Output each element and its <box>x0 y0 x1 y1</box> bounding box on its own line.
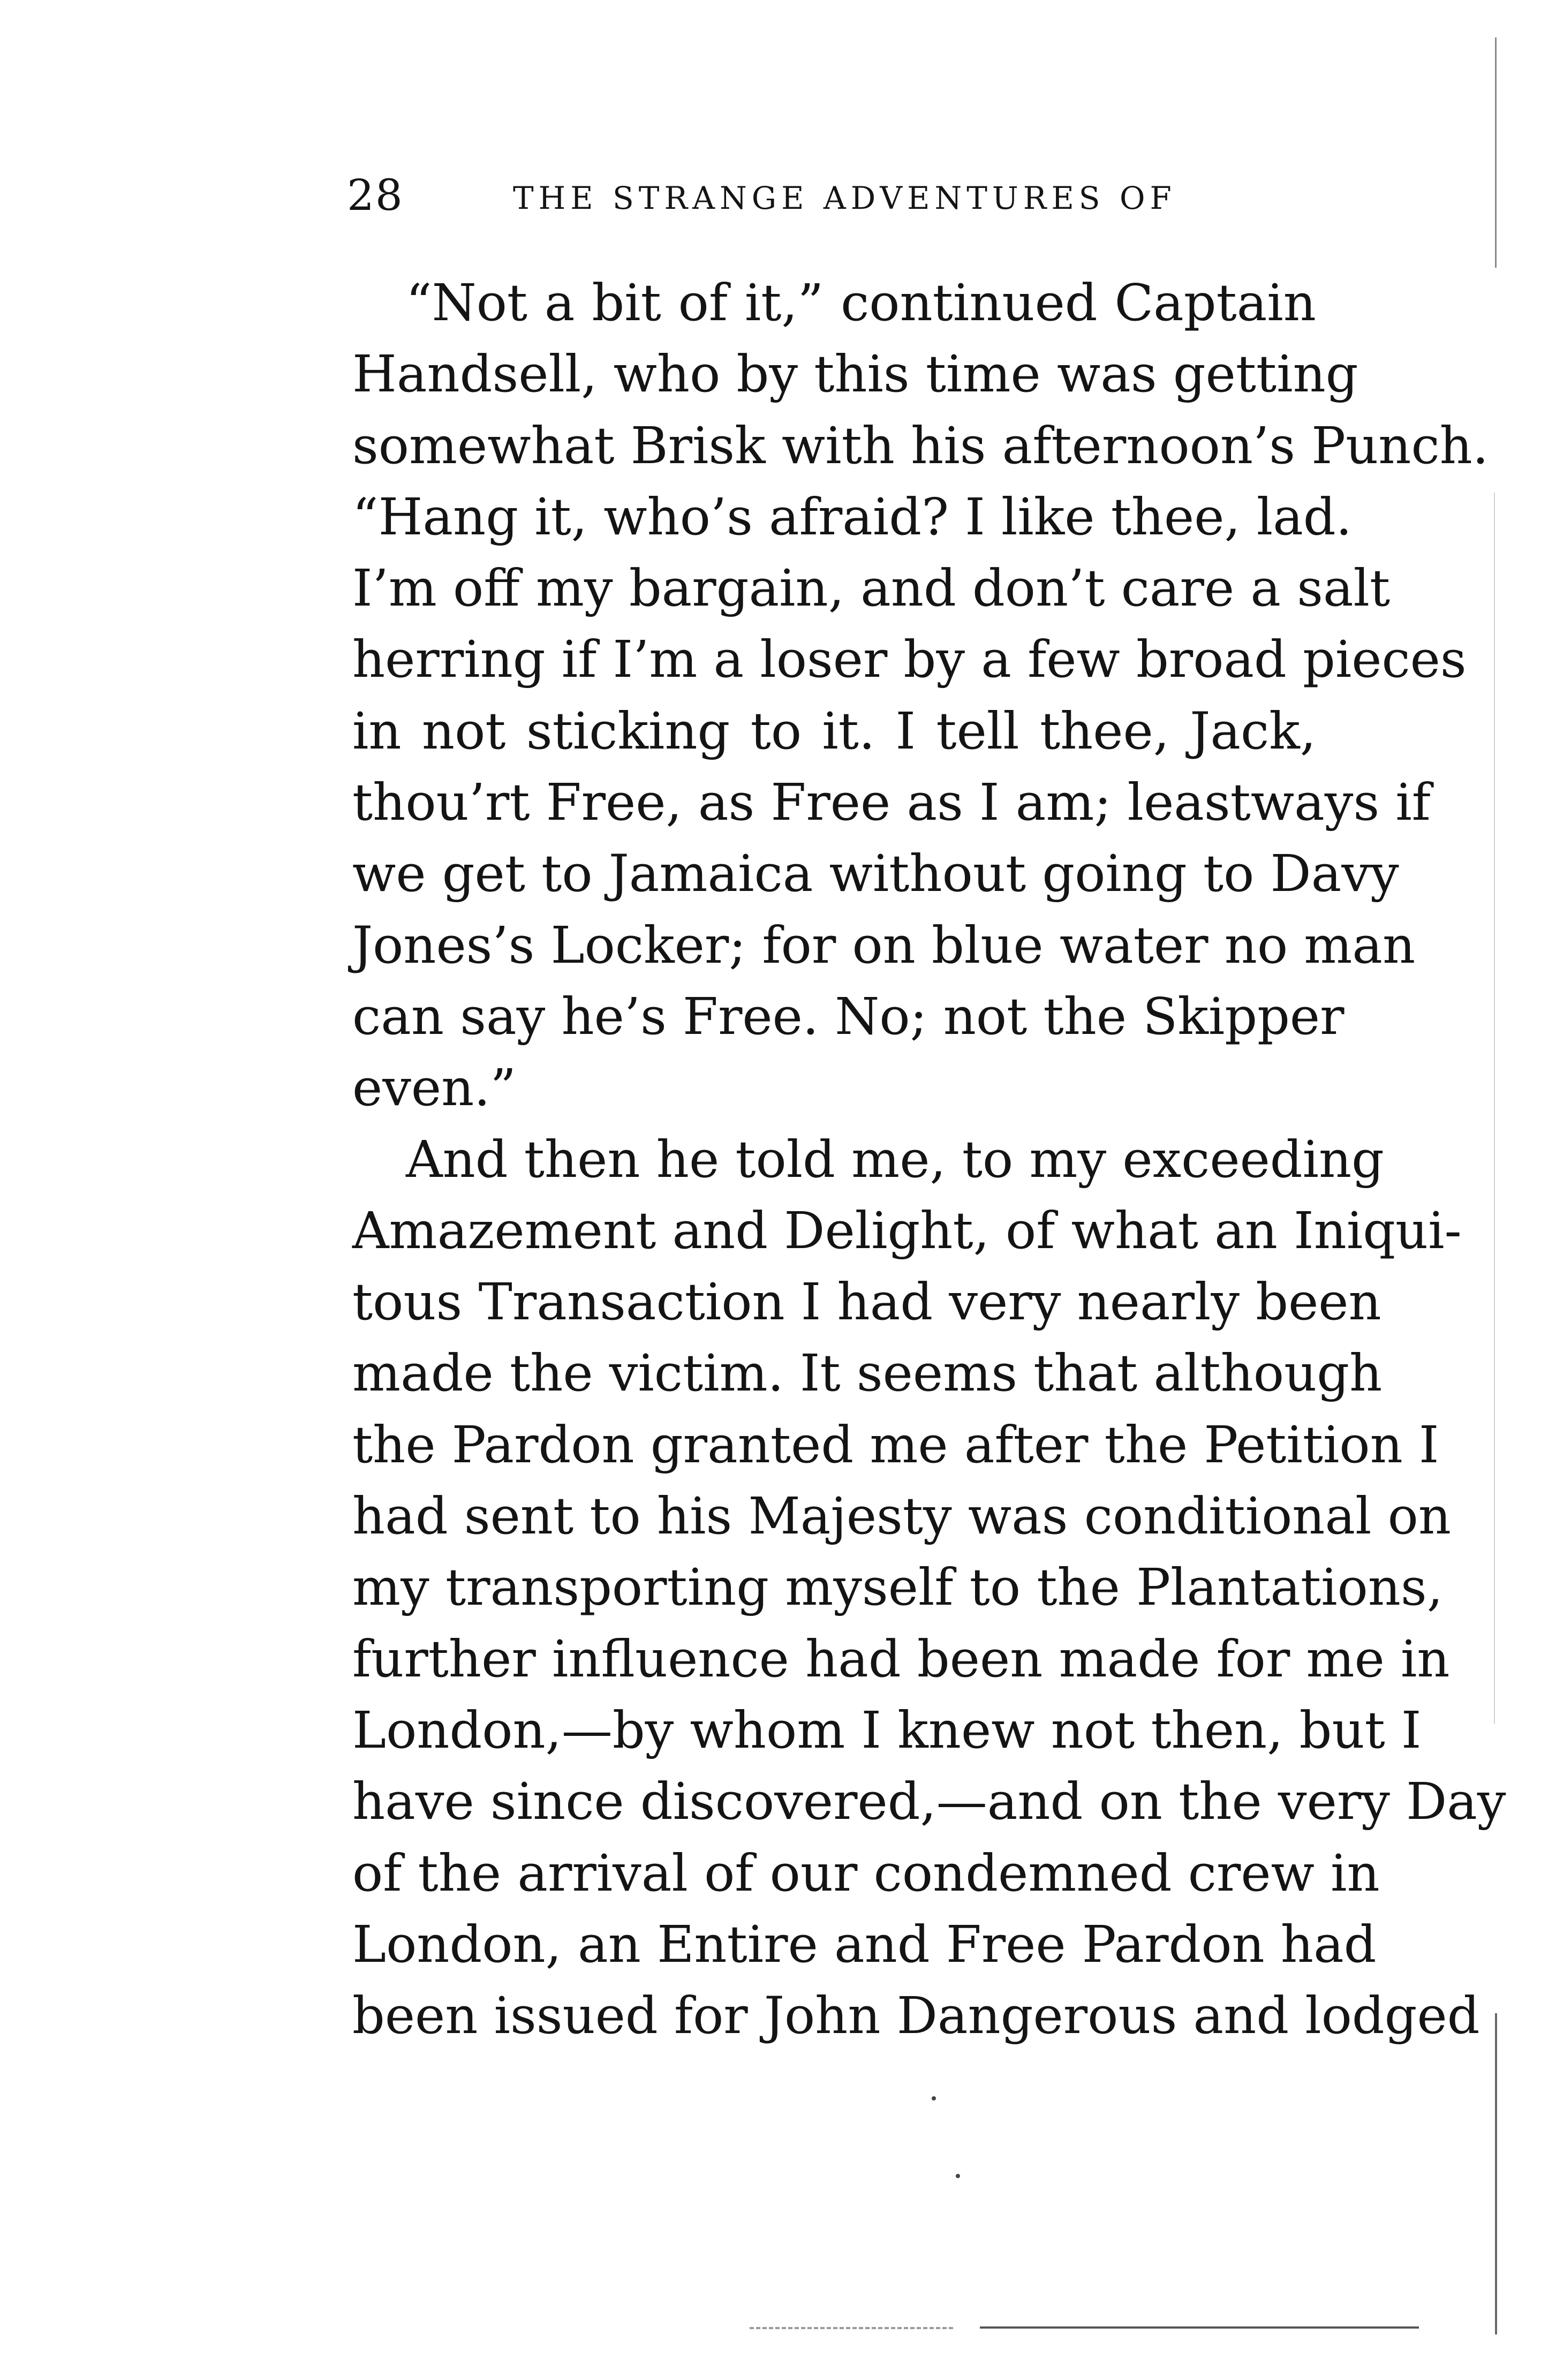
text-line: made the victim. It seems that although <box>352 1344 1383 1403</box>
text-line: further influence had been made for me in <box>352 1629 1450 1689</box>
text-line: even.” <box>352 1059 517 1118</box>
scan-edge-line-middle <box>1494 493 1495 1724</box>
text-line: And then he told me, to my exceeding <box>406 1130 1384 1189</box>
scan-bottom-rule <box>980 2326 1419 2329</box>
scan-edge-line-bottom <box>1495 2013 1497 2334</box>
body-text <box>352 268 1506 2052</box>
running-head: THE STRANGE ADVENTURES OF <box>513 180 1176 216</box>
text-line: Amazement and Delight, of what an Iniqui- <box>352 1201 1462 1260</box>
page-number: 28 <box>347 170 404 220</box>
text-line: been issued for John Dangerous and lodged <box>352 1986 1480 2046</box>
text-line: thou’rt Free, as Free as I am; leastways if <box>352 773 1431 833</box>
text-line: somewhat Brisk with his afternoon’s Punch. <box>352 416 1489 475</box>
text-line: we get to Jamaica without going to Davy <box>352 844 1399 904</box>
text-line: tous Transaction I had very nearly been <box>352 1273 1381 1332</box>
text-line: of the arrival of our condemned crew in <box>352 1843 1380 1903</box>
scan-dot <box>956 2174 960 2178</box>
text-line: have since discovered,—and on the very Day <box>352 1772 1506 1832</box>
scan-dot <box>932 2096 936 2101</box>
text-line: herring if I’m a loser by a few broad pieces <box>352 630 1467 690</box>
text-line: had sent to his Majesty was conditional on <box>352 1487 1452 1546</box>
text-line: Handsell, who by this time was getting <box>352 345 1358 404</box>
text-line: “Hang it, who’s afraid? I like thee, lad. <box>352 487 1352 547</box>
paragraph-2 <box>352 1124 1506 2052</box>
scan-specks <box>750 2324 953 2329</box>
text-line: in not sticking to it. I tell thee, Jack, <box>352 701 1316 761</box>
text-line: can say he’s Free. No; not the Skipper <box>352 987 1344 1046</box>
text-line: Jones’s Locker; for on blue water no man <box>352 916 1416 975</box>
text-line: I’m off my bargain, and don’t care a salt <box>352 559 1391 618</box>
text-line: London, an Entire and Free Pardon had <box>352 1915 1377 1974</box>
page-header <box>347 169 1316 222</box>
paragraph-1 <box>352 268 1489 1124</box>
scan-edge-line-top <box>1495 37 1497 268</box>
text-line: London,—by whom I knew not then, but I <box>352 1701 1422 1760</box>
text-line: my transporting myself to the Plantations, <box>352 1558 1443 1618</box>
text-line: the Pardon granted me after the Petition I <box>352 1415 1439 1475</box>
text-line: “Not a bit of it,” continued Captain <box>406 274 1316 333</box>
